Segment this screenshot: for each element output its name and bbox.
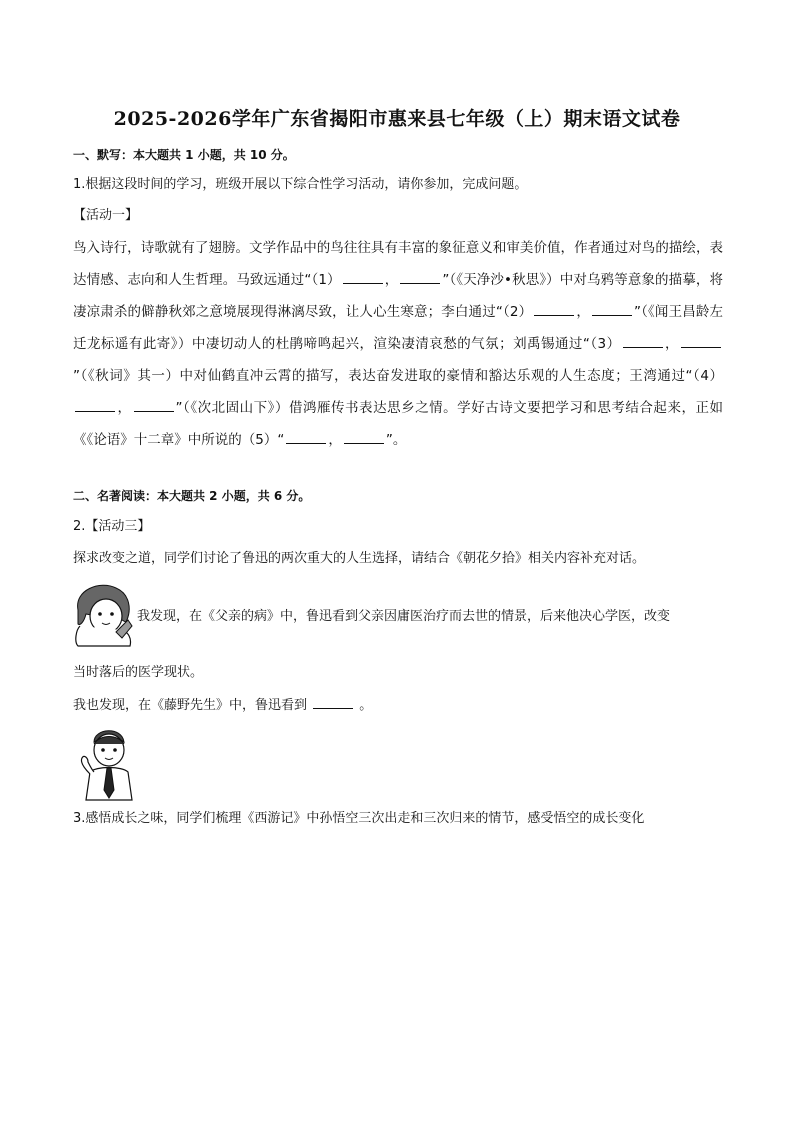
answer-blank[interactable] (344, 442, 384, 444)
answer-blank[interactable] (343, 282, 383, 284)
passage-separator: ， (576, 304, 591, 320)
passage-separator: ， (117, 400, 132, 416)
question-1-passage (73, 232, 723, 456)
dialog-2-text: 我也发现，在《藤野先生》中，鲁迅看到 (73, 698, 308, 713)
dialog-2-end: 。 (359, 698, 373, 713)
dialog-1-line-2: 当时落后的医学现状。 (73, 665, 204, 680)
passage-separator: ， (328, 432, 342, 448)
passage-text: ”（《秋词》其一）中对仙鹤直冲云霄的描写，表达奋发进取的豪情和豁达乐观的人生态度；王湾通过“（4） (73, 368, 723, 384)
answer-blank[interactable] (134, 410, 174, 412)
answer-blank[interactable] (534, 314, 574, 316)
section-2-heading: 二、名著阅读：本大题共 2 小题，共 6 分。 (73, 489, 311, 503)
answer-blank[interactable] (681, 346, 721, 348)
dialog-2-line (73, 697, 372, 715)
question-1-intro: 1.根据这段时间的学习，班级开展以下综合性学习活动，请你参加，完成问题。 (73, 177, 528, 192)
answer-blank[interactable] (400, 282, 440, 284)
boy-student-icon (76, 724, 140, 802)
answer-blank[interactable] (286, 442, 326, 444)
passage-separator: ， (664, 336, 679, 352)
passage-text: 鸟入诗行，诗歌就有了翅膀。文学作品中的鸟往往具有丰富的象征意义和审美价值，作者通过对鸟的描绘，表达情感、志向和人生哲理。马致远通过“（1） (73, 240, 723, 288)
answer-blank[interactable] (313, 707, 353, 709)
question-2-intro: 探求改变之道，同学们讨论了鲁迅的两次重大的人生选择，请结合《朝花夕拾》相关内容补充对话。 (73, 551, 646, 566)
activity-1-label: 【活动一】 (73, 208, 139, 223)
question-3-intro: 3.感悟成长之味，同学们梳理《西游记》中孙悟空三次出走和三次归来的情节，感受悟空的成长变化 (73, 811, 645, 826)
exam-title: 2025-2026学年广东省揭阳市惠来县七年级（上）期末语文试卷 (113, 108, 681, 130)
answer-blank[interactable] (623, 346, 663, 348)
section-1-heading: 一、默写：本大题共 1 小题，共 10 分。 (73, 148, 295, 162)
passage-text: ”。 (385, 432, 407, 448)
passage-text: ”（《闻王昌龄左迁龙标遥有此寄》）中凄切动人的杜鹃啼鸣起兴，渲染凄清哀愁的气氛；刘禹锡通过“（3） (73, 304, 723, 352)
passage-text: ”（《次北固山下》）借鸿雁传书表达思乡之情。学好古诗文要把学习和思考结合起来，正如《《论语》十二章》中所说的（5）“ (73, 400, 724, 448)
passage-separator: ， (384, 272, 399, 288)
girl-student-icon (70, 580, 136, 650)
answer-blank[interactable] (592, 314, 632, 316)
question-2-label: 2.【活动三】 (73, 519, 151, 534)
passage-text: ”（《天净沙•秋思》）中对乌鸦等意象的描摹，将凄凉肃杀的僻静秋郊之意境展现得淋漓尽致，让人心生寒意；李白通过“（2） (73, 272, 723, 320)
dialog-1-line-1: 我发现，在《父亲的病》中，鲁迅看到父亲因庸医治疗而去世的情景，后来他决心学医，改变 (137, 609, 671, 624)
answer-blank[interactable] (75, 410, 115, 412)
